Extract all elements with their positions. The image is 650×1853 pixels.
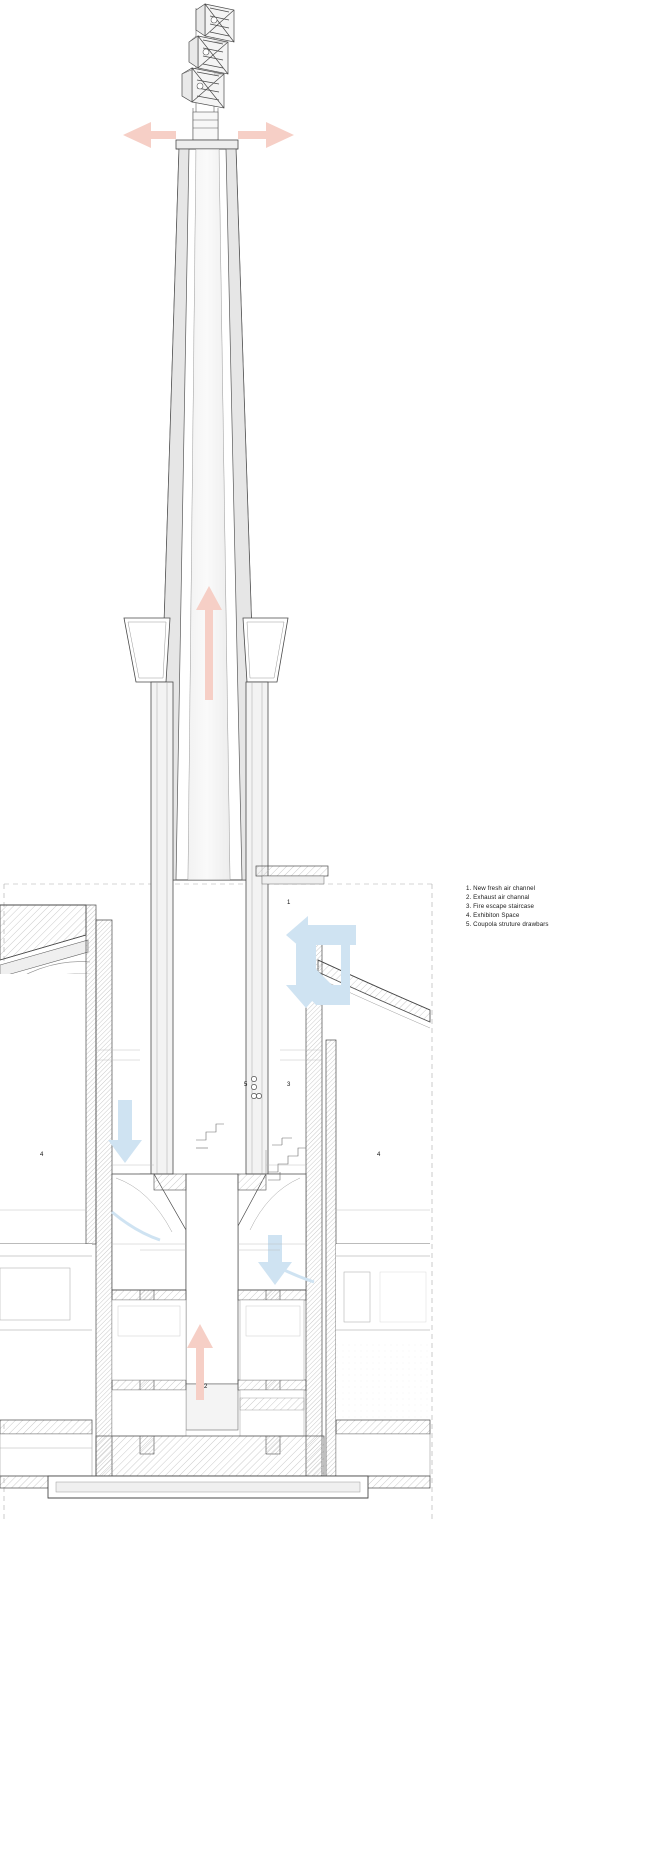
foundation-plinth bbox=[48, 1476, 368, 1498]
callout-4-left: 4 bbox=[40, 1152, 44, 1158]
chimney-cap bbox=[176, 140, 238, 149]
fresh-air-arrow-left-hall bbox=[108, 1100, 142, 1163]
legend bbox=[466, 885, 641, 930]
fresh-air-duct-left bbox=[151, 682, 173, 1174]
callout-4-right: 4 bbox=[377, 1152, 381, 1158]
callout-1: 1 bbox=[287, 900, 291, 906]
chimney-hopper-right bbox=[243, 618, 288, 682]
left-wing-section bbox=[0, 905, 96, 1488]
legend-item-2: 2. Exhaust air channal bbox=[466, 893, 530, 901]
callout-5: 5 bbox=[244, 1082, 248, 1088]
chimney-hopper-left bbox=[124, 618, 170, 682]
exhaust-arrow-top-left bbox=[123, 122, 176, 148]
exhaust-arrow-top-right bbox=[238, 122, 294, 148]
legend-item-5: 5. Coupola struture drawbars bbox=[466, 920, 549, 928]
fresh-air-duct-right bbox=[246, 682, 268, 1174]
central-core-walls bbox=[96, 866, 328, 1490]
coupola-top-structure bbox=[182, 4, 234, 140]
legend-item-3: 3. Fire escape staircase bbox=[466, 902, 535, 910]
right-wing-section bbox=[318, 960, 430, 1488]
legend-item-1: 1. New fresh air channel bbox=[466, 885, 536, 892]
callout-2: 2 bbox=[204, 1384, 208, 1390]
callout-3: 3 bbox=[287, 1082, 291, 1088]
legend-item-4: 4. Exhibiton Space bbox=[466, 911, 520, 919]
